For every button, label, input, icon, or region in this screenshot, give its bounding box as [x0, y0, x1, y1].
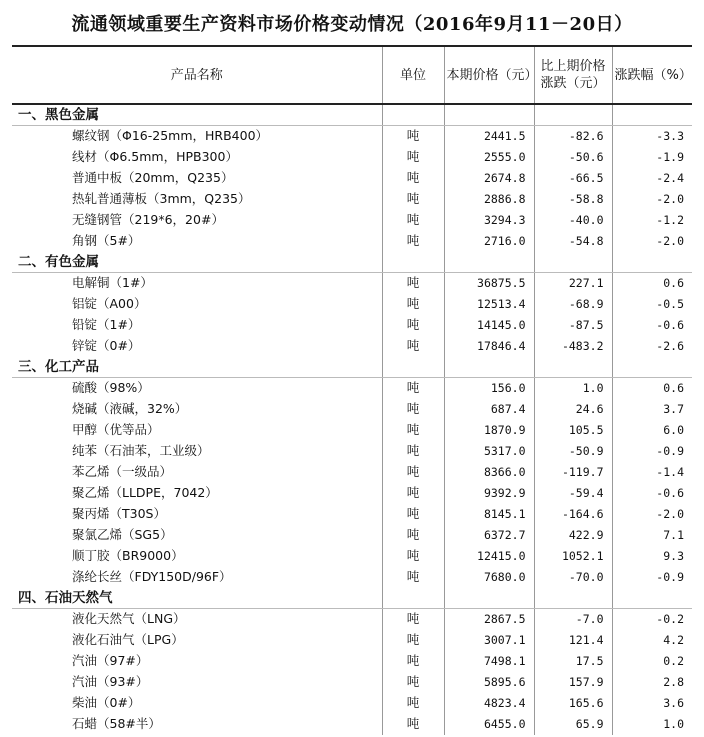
price-cell: 7498.1	[444, 651, 534, 672]
price-cell: 8145.1	[444, 504, 534, 525]
price-change-cell: -58.8	[534, 189, 612, 210]
unit-cell: 吨	[382, 693, 444, 714]
unit-cell: 吨	[382, 294, 444, 315]
unit-cell: 吨	[382, 651, 444, 672]
category-empty-cell	[534, 104, 612, 126]
product-name-cell: 烧碱（液碱，32%）	[12, 399, 382, 420]
category-empty-cell	[612, 357, 692, 378]
unit-cell: 吨	[382, 231, 444, 252]
price-cell: 2441.5	[444, 126, 534, 147]
product-name-cell: 螺纹钢（Φ16-25mm，HRB400）	[12, 126, 382, 147]
product-name-cell: 普通中板（20mm，Q235）	[12, 168, 382, 189]
unit-cell: 吨	[382, 462, 444, 483]
price-cell: 12415.0	[444, 546, 534, 567]
change-percent-cell: 6.0	[612, 420, 692, 441]
product-name-cell: 汽油（97#）	[12, 651, 382, 672]
product-name-cell: 无缝钢管（219*6，20#）	[12, 210, 382, 231]
change-percent-cell: 2.8	[612, 672, 692, 693]
category-label: 四、石油天然气	[12, 588, 382, 609]
price-change-cell: -68.9	[534, 294, 612, 315]
category-empty-cell	[534, 252, 612, 273]
price-change-cell: -40.0	[534, 210, 612, 231]
change-percent-cell: -2.0	[612, 504, 692, 525]
table-row	[12, 336, 692, 357]
price-cell: 6372.7	[444, 525, 534, 546]
product-name-cell: 聚乙烯（LLDPE，7042）	[12, 483, 382, 504]
change-percent-cell: 9.3	[612, 546, 692, 567]
price-change-cell: -82.6	[534, 126, 612, 147]
price-cell: 5317.0	[444, 441, 534, 462]
price-cell: 9392.9	[444, 483, 534, 504]
header-price-change: 比上期价格涨跌（元）	[534, 46, 612, 104]
change-percent-cell: -3.3	[612, 126, 692, 147]
product-name-cell: 涤纶长丝（FDY150D/96F）	[12, 567, 382, 588]
table-row	[12, 420, 692, 441]
category-empty-cell	[444, 104, 534, 126]
unit-cell: 吨	[382, 609, 444, 630]
category-empty-cell	[382, 588, 444, 609]
price-cell: 6455.0	[444, 714, 534, 735]
price-change-cell: -119.7	[534, 462, 612, 483]
category-empty-cell	[444, 588, 534, 609]
category-empty-cell	[612, 588, 692, 609]
table-row	[12, 462, 692, 483]
page-title: 流通领域重要生产资料市场价格变动情况（2016年9月11－20日）	[71, 14, 633, 35]
category-empty-cell	[534, 588, 612, 609]
header-price: 本期价格（元）	[444, 46, 534, 104]
price-change-cell: 422.9	[534, 525, 612, 546]
price-change-cell: -50.9	[534, 441, 612, 462]
unit-cell: 吨	[382, 378, 444, 399]
unit-cell: 吨	[382, 399, 444, 420]
product-name-cell: 液化天然气（LNG）	[12, 609, 382, 630]
change-percent-cell: 4.2	[612, 630, 692, 651]
change-percent-cell: -2.4	[612, 168, 692, 189]
change-percent-cell: 0.6	[612, 378, 692, 399]
product-name-cell: 苯乙烯（一级品）	[12, 462, 382, 483]
product-name-cell: 液化石油气（LPG）	[12, 630, 382, 651]
category-label: 二、有色金属	[12, 252, 382, 273]
price-change-cell: -66.5	[534, 168, 612, 189]
price-change-cell: 17.5	[534, 651, 612, 672]
price-cell: 1870.9	[444, 420, 534, 441]
unit-cell: 吨	[382, 189, 444, 210]
price-change-cell: -59.4	[534, 483, 612, 504]
price-cell: 14145.0	[444, 315, 534, 336]
table-row	[12, 483, 692, 504]
product-name-cell: 热轧普通薄板（3mm，Q235）	[12, 189, 382, 210]
price-change-cell: -87.5	[534, 315, 612, 336]
change-percent-cell: -2.0	[612, 189, 692, 210]
change-percent-cell: -0.5	[612, 294, 692, 315]
price-change-cell: 227.1	[534, 273, 612, 294]
price-change-cell: 1.0	[534, 378, 612, 399]
product-name-cell: 线材（Φ6.5mm，HPB300）	[12, 147, 382, 168]
product-name-cell: 锌锭（0#）	[12, 336, 382, 357]
category-empty-cell	[444, 252, 534, 273]
table-row	[12, 189, 692, 210]
price-change-cell: 65.9	[534, 714, 612, 735]
table-row	[12, 126, 692, 147]
table-row	[12, 609, 692, 630]
price-cell: 4823.4	[444, 693, 534, 714]
table-row	[12, 651, 692, 672]
category-label: 三、化工产品	[12, 357, 382, 378]
unit-cell: 吨	[382, 504, 444, 525]
change-percent-cell: -2.0	[612, 231, 692, 252]
category-empty-cell	[382, 252, 444, 273]
change-percent-cell: -2.6	[612, 336, 692, 357]
price-cell: 2886.8	[444, 189, 534, 210]
product-name-cell: 电解铜（1#）	[12, 273, 382, 294]
unit-cell: 吨	[382, 336, 444, 357]
category-row	[12, 588, 692, 609]
table-row	[12, 714, 692, 735]
table-row	[12, 399, 692, 420]
price-cell: 12513.4	[444, 294, 534, 315]
table-row	[12, 630, 692, 651]
category-empty-cell	[382, 357, 444, 378]
product-name-cell: 柴油（0#）	[12, 693, 382, 714]
product-name-cell: 顺丁胶（BR9000）	[12, 546, 382, 567]
price-cell: 17846.4	[444, 336, 534, 357]
table-row	[12, 441, 692, 462]
table-row	[12, 315, 692, 336]
category-row	[12, 252, 692, 273]
price-change-cell: -70.0	[534, 567, 612, 588]
category-empty-cell	[612, 104, 692, 126]
table-row	[12, 525, 692, 546]
category-empty-cell	[534, 357, 612, 378]
unit-cell: 吨	[382, 420, 444, 441]
table-row	[12, 672, 692, 693]
category-empty-cell	[612, 252, 692, 273]
table-row	[12, 546, 692, 567]
unit-cell: 吨	[382, 672, 444, 693]
product-name-cell: 汽油（93#）	[12, 672, 382, 693]
unit-cell: 吨	[382, 315, 444, 336]
change-percent-cell: -0.9	[612, 567, 692, 588]
unit-cell: 吨	[382, 210, 444, 231]
table-row	[12, 294, 692, 315]
price-cell: 156.0	[444, 378, 534, 399]
price-change-cell: -54.8	[534, 231, 612, 252]
change-percent-cell: -1.4	[612, 462, 692, 483]
header-product-name: 产品名称	[12, 46, 382, 104]
price-table	[12, 45, 692, 735]
price-change-cell: 157.9	[534, 672, 612, 693]
price-change-cell: 121.4	[534, 630, 612, 651]
price-change-cell: -164.6	[534, 504, 612, 525]
change-percent-cell: 0.6	[612, 273, 692, 294]
price-cell: 8366.0	[444, 462, 534, 483]
unit-cell: 吨	[382, 567, 444, 588]
unit-cell: 吨	[382, 483, 444, 504]
table-row	[12, 504, 692, 525]
header-unit: 单位	[382, 46, 444, 104]
product-name-cell: 纯苯（石油苯，工业级）	[12, 441, 382, 462]
change-percent-cell: 3.6	[612, 693, 692, 714]
category-row	[12, 357, 692, 378]
change-percent-cell: 7.1	[612, 525, 692, 546]
price-cell: 5895.6	[444, 672, 534, 693]
unit-cell: 吨	[382, 714, 444, 735]
change-percent-cell: 0.2	[612, 651, 692, 672]
price-change-cell: 165.6	[534, 693, 612, 714]
product-name-cell: 铝锭（A00）	[12, 294, 382, 315]
product-name-cell: 聚丙烯（T30S）	[12, 504, 382, 525]
change-percent-cell: -1.9	[612, 147, 692, 168]
header-change-percent: 涨跌幅（%）	[612, 46, 692, 104]
change-percent-cell: -1.2	[612, 210, 692, 231]
table-row	[12, 168, 692, 189]
price-cell: 3294.3	[444, 210, 534, 231]
product-name-cell: 甲醇（优等品）	[12, 420, 382, 441]
category-label: 一、黑色金属	[12, 104, 382, 126]
unit-cell: 吨	[382, 441, 444, 462]
price-change-cell: -7.0	[534, 609, 612, 630]
price-cell: 687.4	[444, 399, 534, 420]
table-row	[12, 231, 692, 252]
price-cell: 3007.1	[444, 630, 534, 651]
header-row	[12, 46, 692, 104]
price-cell: 36875.5	[444, 273, 534, 294]
price-change-cell: 105.5	[534, 420, 612, 441]
change-percent-cell: -0.6	[612, 483, 692, 504]
category-empty-cell	[382, 104, 444, 126]
table-body	[12, 104, 692, 735]
price-change-cell: 1052.1	[534, 546, 612, 567]
price-cell: 2867.5	[444, 609, 534, 630]
unit-cell: 吨	[382, 168, 444, 189]
table-row	[12, 693, 692, 714]
price-cell: 2716.0	[444, 231, 534, 252]
product-name-cell: 角钢（5#）	[12, 231, 382, 252]
change-percent-cell: -0.6	[612, 315, 692, 336]
price-change-cell: 24.6	[534, 399, 612, 420]
unit-cell: 吨	[382, 273, 444, 294]
table-row	[12, 147, 692, 168]
price-change-cell: -50.6	[534, 147, 612, 168]
product-name-cell: 铅锭（1#）	[12, 315, 382, 336]
unit-cell: 吨	[382, 525, 444, 546]
category-row	[12, 104, 692, 126]
unit-cell: 吨	[382, 126, 444, 147]
product-name-cell: 聚氯乙烯（SG5）	[12, 525, 382, 546]
table-row	[12, 378, 692, 399]
unit-cell: 吨	[382, 147, 444, 168]
change-percent-cell: -0.2	[612, 609, 692, 630]
price-cell: 7680.0	[444, 567, 534, 588]
price-change-cell: -483.2	[534, 336, 612, 357]
price-cell: 2674.8	[444, 168, 534, 189]
product-name-cell: 硫酸（98%）	[12, 378, 382, 399]
table-row	[12, 210, 692, 231]
unit-cell: 吨	[382, 630, 444, 651]
change-percent-cell: -0.9	[612, 441, 692, 462]
unit-cell: 吨	[382, 546, 444, 567]
table-row	[12, 273, 692, 294]
product-name-cell: 石蜡（58#半）	[12, 714, 382, 735]
change-percent-cell: 3.7	[612, 399, 692, 420]
category-empty-cell	[444, 357, 534, 378]
change-percent-cell: 1.0	[612, 714, 692, 735]
price-cell: 2555.0	[444, 147, 534, 168]
table-row	[12, 567, 692, 588]
